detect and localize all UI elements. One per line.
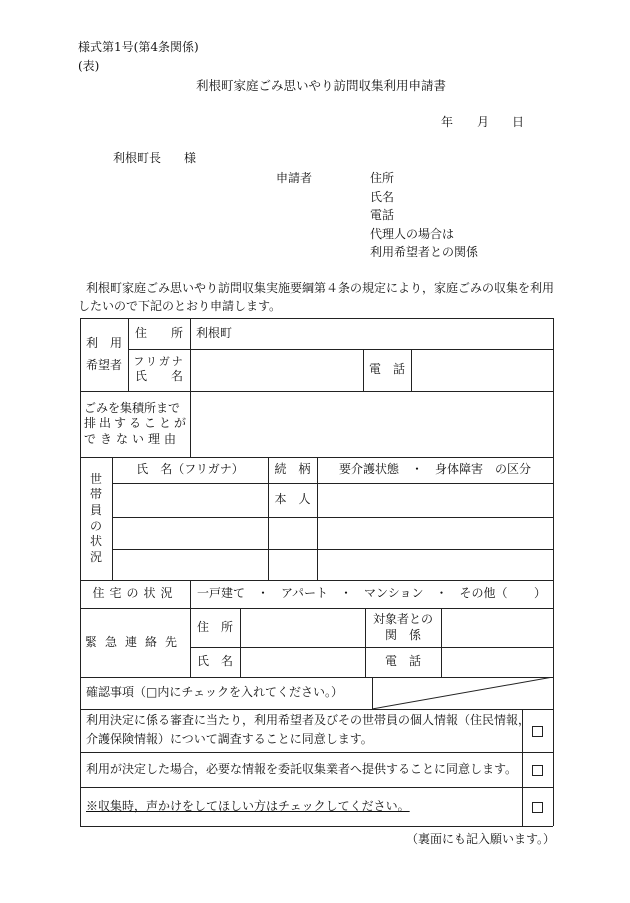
address-value[interactable]: 利根町 bbox=[196, 325, 233, 340]
housing-options[interactable]: 一戸建て ・ アパート ・ マンション ・ その他（ bbox=[197, 586, 508, 601]
user-label-line-1: 利 用 bbox=[85, 335, 122, 350]
household-label-char: 帯 bbox=[89, 487, 102, 502]
household-label-char: 況 bbox=[89, 549, 102, 564]
emergency-address-label: 住 所 bbox=[196, 619, 233, 634]
emergency-relation-label bbox=[365, 608, 441, 647]
household-row-3-name[interactable] bbox=[113, 550, 267, 579]
furigana-label: フリガナ bbox=[133, 355, 185, 369]
name-field[interactable] bbox=[191, 349, 362, 391]
household-row-3-category[interactable] bbox=[318, 550, 552, 579]
consent-2-checkbox[interactable] bbox=[532, 765, 543, 776]
addressee: 利根町長 bbox=[113, 151, 162, 165]
household-row-3-relation[interactable] bbox=[269, 550, 316, 579]
applicant-phone-label: 電話 bbox=[370, 208, 395, 222]
housing-label: 住宅の状況 bbox=[92, 586, 178, 601]
phone-label: 電 話 bbox=[368, 362, 405, 377]
housing-close-paren: ） bbox=[534, 586, 547, 601]
reason-field[interactable] bbox=[191, 391, 552, 457]
user-section-label bbox=[80, 318, 128, 391]
address-label: 住 所 bbox=[134, 325, 183, 340]
consent-3-checkbox[interactable] bbox=[532, 802, 543, 813]
applicant-label: 申請者 bbox=[276, 171, 313, 185]
user-label-line-2: 希望者 bbox=[85, 357, 122, 372]
emergency-address-field[interactable] bbox=[241, 609, 364, 646]
emergency-relation-line-1: 対象者との bbox=[372, 611, 433, 626]
household-label-char: 世 bbox=[89, 471, 102, 486]
footer-note: （裏面にも記入願います。） bbox=[406, 832, 556, 846]
reason-label-line-1: ごみを集積所まで bbox=[84, 400, 181, 415]
date-month: 月 bbox=[477, 115, 490, 129]
consent-1-text bbox=[86, 709, 531, 752]
applicant-proxy-label: 代理人の場合は bbox=[370, 227, 455, 241]
applicant-relation-label: 利用希望者との関係 bbox=[370, 245, 479, 259]
reason-label-line-3: できない理由 bbox=[84, 431, 181, 446]
emergency-label: 緊急連絡先 bbox=[84, 634, 185, 649]
household-header-relation: 続 柄 bbox=[274, 462, 311, 477]
emergency-name-field[interactable] bbox=[241, 648, 364, 676]
consent-3-text: ※収集時，声かけをしてほしい方はチェックしてください。 bbox=[86, 798, 410, 813]
household-row-1-name[interactable] bbox=[113, 484, 267, 516]
emergency-relation-line-2: 関 係 bbox=[384, 627, 421, 642]
reason-label bbox=[84, 391, 190, 457]
household-header-category: 要介護状態 ・ 身体障害 の区分 bbox=[338, 462, 531, 477]
consent-1-line-1: 利用決定に係る審査に当たり，利用希望者及びその世帯員の個人情報（住民情報， bbox=[86, 713, 531, 728]
emergency-phone-field[interactable] bbox=[442, 648, 552, 676]
intro-text-line-1: 利根町家庭ごみ思いやり訪問収集実施要綱第４条の規定により，家庭ごみの収集を利用 bbox=[86, 281, 555, 295]
name-label: 氏 名 bbox=[134, 369, 183, 384]
intro-text-line-2: したいので下記のとおり申請します。 bbox=[78, 299, 282, 313]
household-label bbox=[80, 457, 112, 580]
household-row-2-category[interactable] bbox=[318, 518, 552, 548]
household-row-2-relation[interactable] bbox=[269, 518, 316, 548]
addressee-honorific: 様 bbox=[184, 151, 197, 165]
emergency-phone-label: 電 話 bbox=[384, 654, 421, 669]
confirm-header: 確認事項（□内にチェックを入れてください。） bbox=[86, 685, 343, 700]
household-relation-self: 本 人 bbox=[274, 492, 311, 507]
date-day: 日 bbox=[512, 115, 525, 129]
household-label-char: の bbox=[89, 518, 102, 533]
household-label-char: 員 bbox=[89, 502, 102, 517]
household-header-name: 氏 名（フリガナ） bbox=[136, 462, 244, 477]
page-title: 利根町家庭ごみ思いやり訪問収集利用申請書 bbox=[196, 78, 447, 93]
emergency-name-label: 氏 名 bbox=[196, 654, 233, 669]
applicant-name-label: 氏名 bbox=[370, 190, 395, 204]
household-label-char: 状 bbox=[89, 534, 102, 549]
household-row-1-category[interactable] bbox=[318, 484, 552, 516]
reason-label-line-2: 排出することが bbox=[84, 416, 190, 431]
phone-field[interactable] bbox=[412, 349, 552, 391]
name-label-group bbox=[128, 349, 190, 391]
form-side-label: (表) bbox=[78, 59, 100, 73]
consent-1-line-2: 介護保険情報）について調査することに同意します。 bbox=[86, 732, 373, 746]
diagonal-slash bbox=[372, 677, 553, 709]
form-number: 様式第1号(第4条関係) bbox=[78, 40, 199, 54]
consent-2-text: 利用が決定した場合，必要な情報を委託収集業者へ提供することに同意します。 bbox=[86, 761, 518, 776]
emergency-relation-field[interactable] bbox=[442, 609, 552, 646]
date-year: 年 bbox=[441, 115, 454, 129]
applicant-address-label: 住所 bbox=[370, 171, 395, 185]
household-row-2-name[interactable] bbox=[113, 518, 267, 548]
consent-1-checkbox[interactable] bbox=[532, 726, 543, 737]
